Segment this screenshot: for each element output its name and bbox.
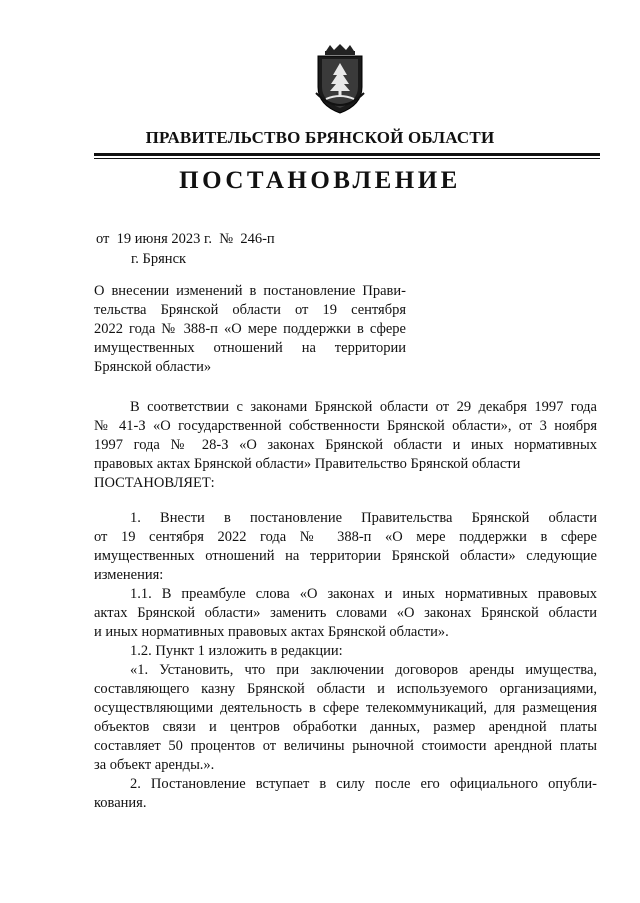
item-1-1-line: и иных нормативных правовых актах Брянской области».	[94, 624, 449, 640]
item-1-line: имущественных отношений на территории Брянской области» следующие	[94, 548, 597, 564]
document-city: г. Брянск	[131, 251, 187, 267]
coat-of-arms-icon	[314, 43, 366, 115]
preamble-line: правовых актах Брянской области» Правительство Брянской области	[94, 456, 521, 472]
item-2-line: кования.	[94, 795, 147, 811]
item-1-line: изменения:	[94, 567, 164, 583]
document-body	[94, 398, 597, 813]
quote-line: «1. Установить, что при заключении договоров аренды имущества,	[130, 662, 597, 678]
subject-line: Брянской области»	[94, 359, 212, 375]
organization-name: ПРАВИТЕЛЬСТВО БРЯНСКОЙ ОБЛАСТИ	[145, 128, 495, 147]
preamble-resolves: ПОСТАНОВЛЯЕТ:	[94, 475, 215, 491]
quote-line: составляющего казну Брянской области и используемого организациями,	[94, 681, 597, 697]
document-date-number: от 19 июня 2023 г. № 246-п	[96, 231, 275, 247]
subject-line: О внесении изменений в постановление Прави-	[94, 283, 406, 299]
item-1-2-line: 1.2. Пункт 1 изложить в редакции:	[130, 643, 343, 659]
preamble-line: № 41-З «О государственной собственности Брянской области», от 3 ноября	[94, 418, 597, 434]
quote-line: осуществляющими деятельность в сфере телекоммуникаций, для размещения	[94, 700, 597, 716]
item-1-line: от 19 сентября 2022 года № 388-п «О мере поддержки в сфере	[94, 529, 597, 545]
item-1-line: 1. Внести в постановление Правительства Брянской области	[130, 510, 597, 526]
subject-line: 2022 года № 388-п «О мере поддержки в сфере	[94, 321, 406, 337]
document-subject	[94, 282, 406, 377]
subject-line: имущественных отношений на территории	[94, 340, 406, 356]
header-divider-thick	[94, 153, 600, 156]
header-divider-thin	[94, 158, 600, 159]
item-1-1-line: 1.1. В преамбуле слова «О законах и иных нормативных правовых	[130, 586, 597, 602]
preamble-line: 1997 года № 28-З «О законах Брянской области и иных нормативных	[94, 437, 597, 453]
quote-line: объектов связи и центров обработки данных, размер арендной платы	[94, 719, 597, 735]
item-1-1-line: актах Брянской области» заменить словами «О законах Брянской области	[94, 605, 597, 621]
document-type-title: ПОСТАНОВЛЕНИЕ	[179, 167, 461, 194]
preamble-line: В соответствии с законами Брянской области от 29 декабря 1997 года	[130, 399, 597, 415]
item-2-line: 2. Постановление вступает в силу после его официального опубли-	[130, 776, 597, 792]
quote-line: составляет 50 процентов от величины рыночной стоимости арендной платы	[94, 738, 597, 754]
quote-line: за объект аренды.».	[94, 757, 215, 773]
subject-line: тельства Брянской области от 19 сентября	[94, 302, 406, 318]
